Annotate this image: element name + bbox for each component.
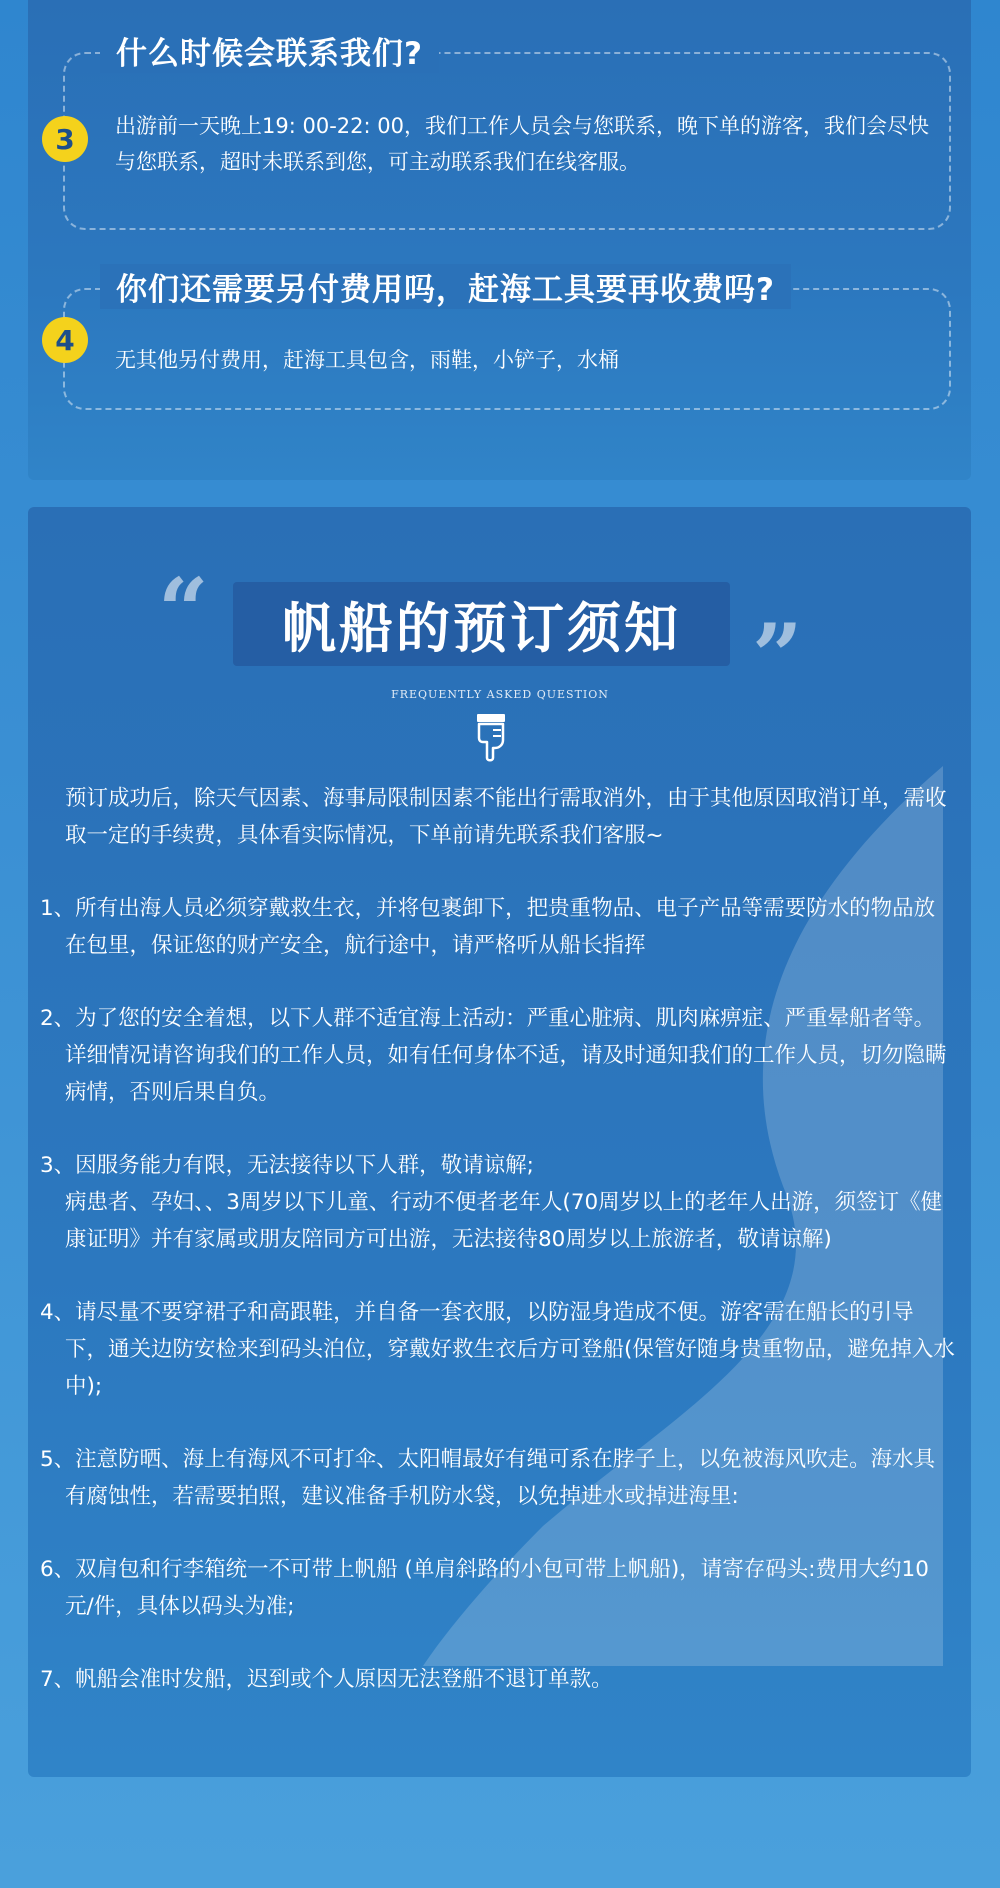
booking-notes [40, 780, 955, 1734]
booking-item-2: 2、为了您的安全着想，以下人群不适宜海上活动：严重心脏病、肌肉麻痹症、严重晕船者等。详细情况请咨询我们的工作人员，如有任何身体不适，请及时通知我们的工作人员，切勿隐瞒病情，否则后果自负。 [40, 1006, 947, 1105]
faq-question-4: 你们还需要另付费用吗，赶海工具要再收费吗? [100, 264, 791, 309]
booking-intro: 预订成功后，除天气因素、海事局限制因素不能出行需取消外，由于其他原因取消订单，需收取一定的手续费，具体看实际情况，下单前请先联系我们客服~ [65, 786, 947, 848]
faq-number-badge-3: 3 [42, 116, 88, 162]
booking-subtitle: FREQUENTLY ASKED QUESTION [391, 688, 609, 701]
open-quote-icon: “ [158, 558, 209, 662]
faq-answer-3: 出游前一天晚上19: 00-22: 00，我们工作人员会与您联系，晚下单的游客，我们会尽快与您联系，超时未联系到您，可主动联系我们在线客服。 [115, 114, 929, 174]
faq-answer-4: 无其他另付费用，赶海工具包含，雨鞋，小铲子，水桶 [115, 348, 619, 372]
booking-item-1: 1、所有出海人员必须穿戴救生衣，并将包裹卸下，把贵重物品、电子产品等需要防水的物品放在包里，保证您的财产安全，航行途中，请严格听从船长指挥 [40, 896, 936, 958]
booking-item-7: 7、帆船会准时发船，迟到或个人原因无法登船不退订单款。 [40, 1667, 613, 1692]
booking-title: 帆船的预订须知 [233, 582, 730, 666]
booking-item-3 [40, 1147, 955, 1258]
faq-number-badge-4: 4 [42, 317, 88, 363]
booking-item-6: 6、双肩包和行李箱统一不可带上帆船 (单肩斜路的小包可带上帆船)，请寄存码头:费用大约10元/件，具体以码头为准; [40, 1557, 929, 1619]
booking-item-5: 5、注意防晒、海上有海风不可打伞、太阳帽最好有绳可系在脖子上，以免被海风吹走。海水具有腐蚀性，若需要拍照，建议准备手机防水袋，以免掉进水或掉进海里: [40, 1447, 936, 1509]
close-quote-icon: ” [752, 604, 803, 708]
faq-question-3: 什么时候会联系我们? [100, 28, 439, 73]
pointing-hand-icon [473, 712, 513, 762]
booking-item-3-heading: 3、因服务能力有限，无法接待以下人群，敬请谅解; [40, 1153, 534, 1178]
booking-item-4: 4、请尽量不要穿裙子和高跟鞋，并自备一套衣服，以防湿身造成不便。游客需在船长的引导下，通关边防安检来到码头泊位，穿戴好救生衣后方可登船(保管好随身贵重物品，避免掉入水中); [40, 1300, 955, 1399]
booking-item-3-detail: 病患者、孕妇、、3周岁以下儿童、行动不便者老年人(70周岁以上的老年人出游，须签订《健康证明》并有家属或朋友陪同方可出游，无法接待80周岁以上旅游者，敬请谅解) [65, 1190, 943, 1252]
